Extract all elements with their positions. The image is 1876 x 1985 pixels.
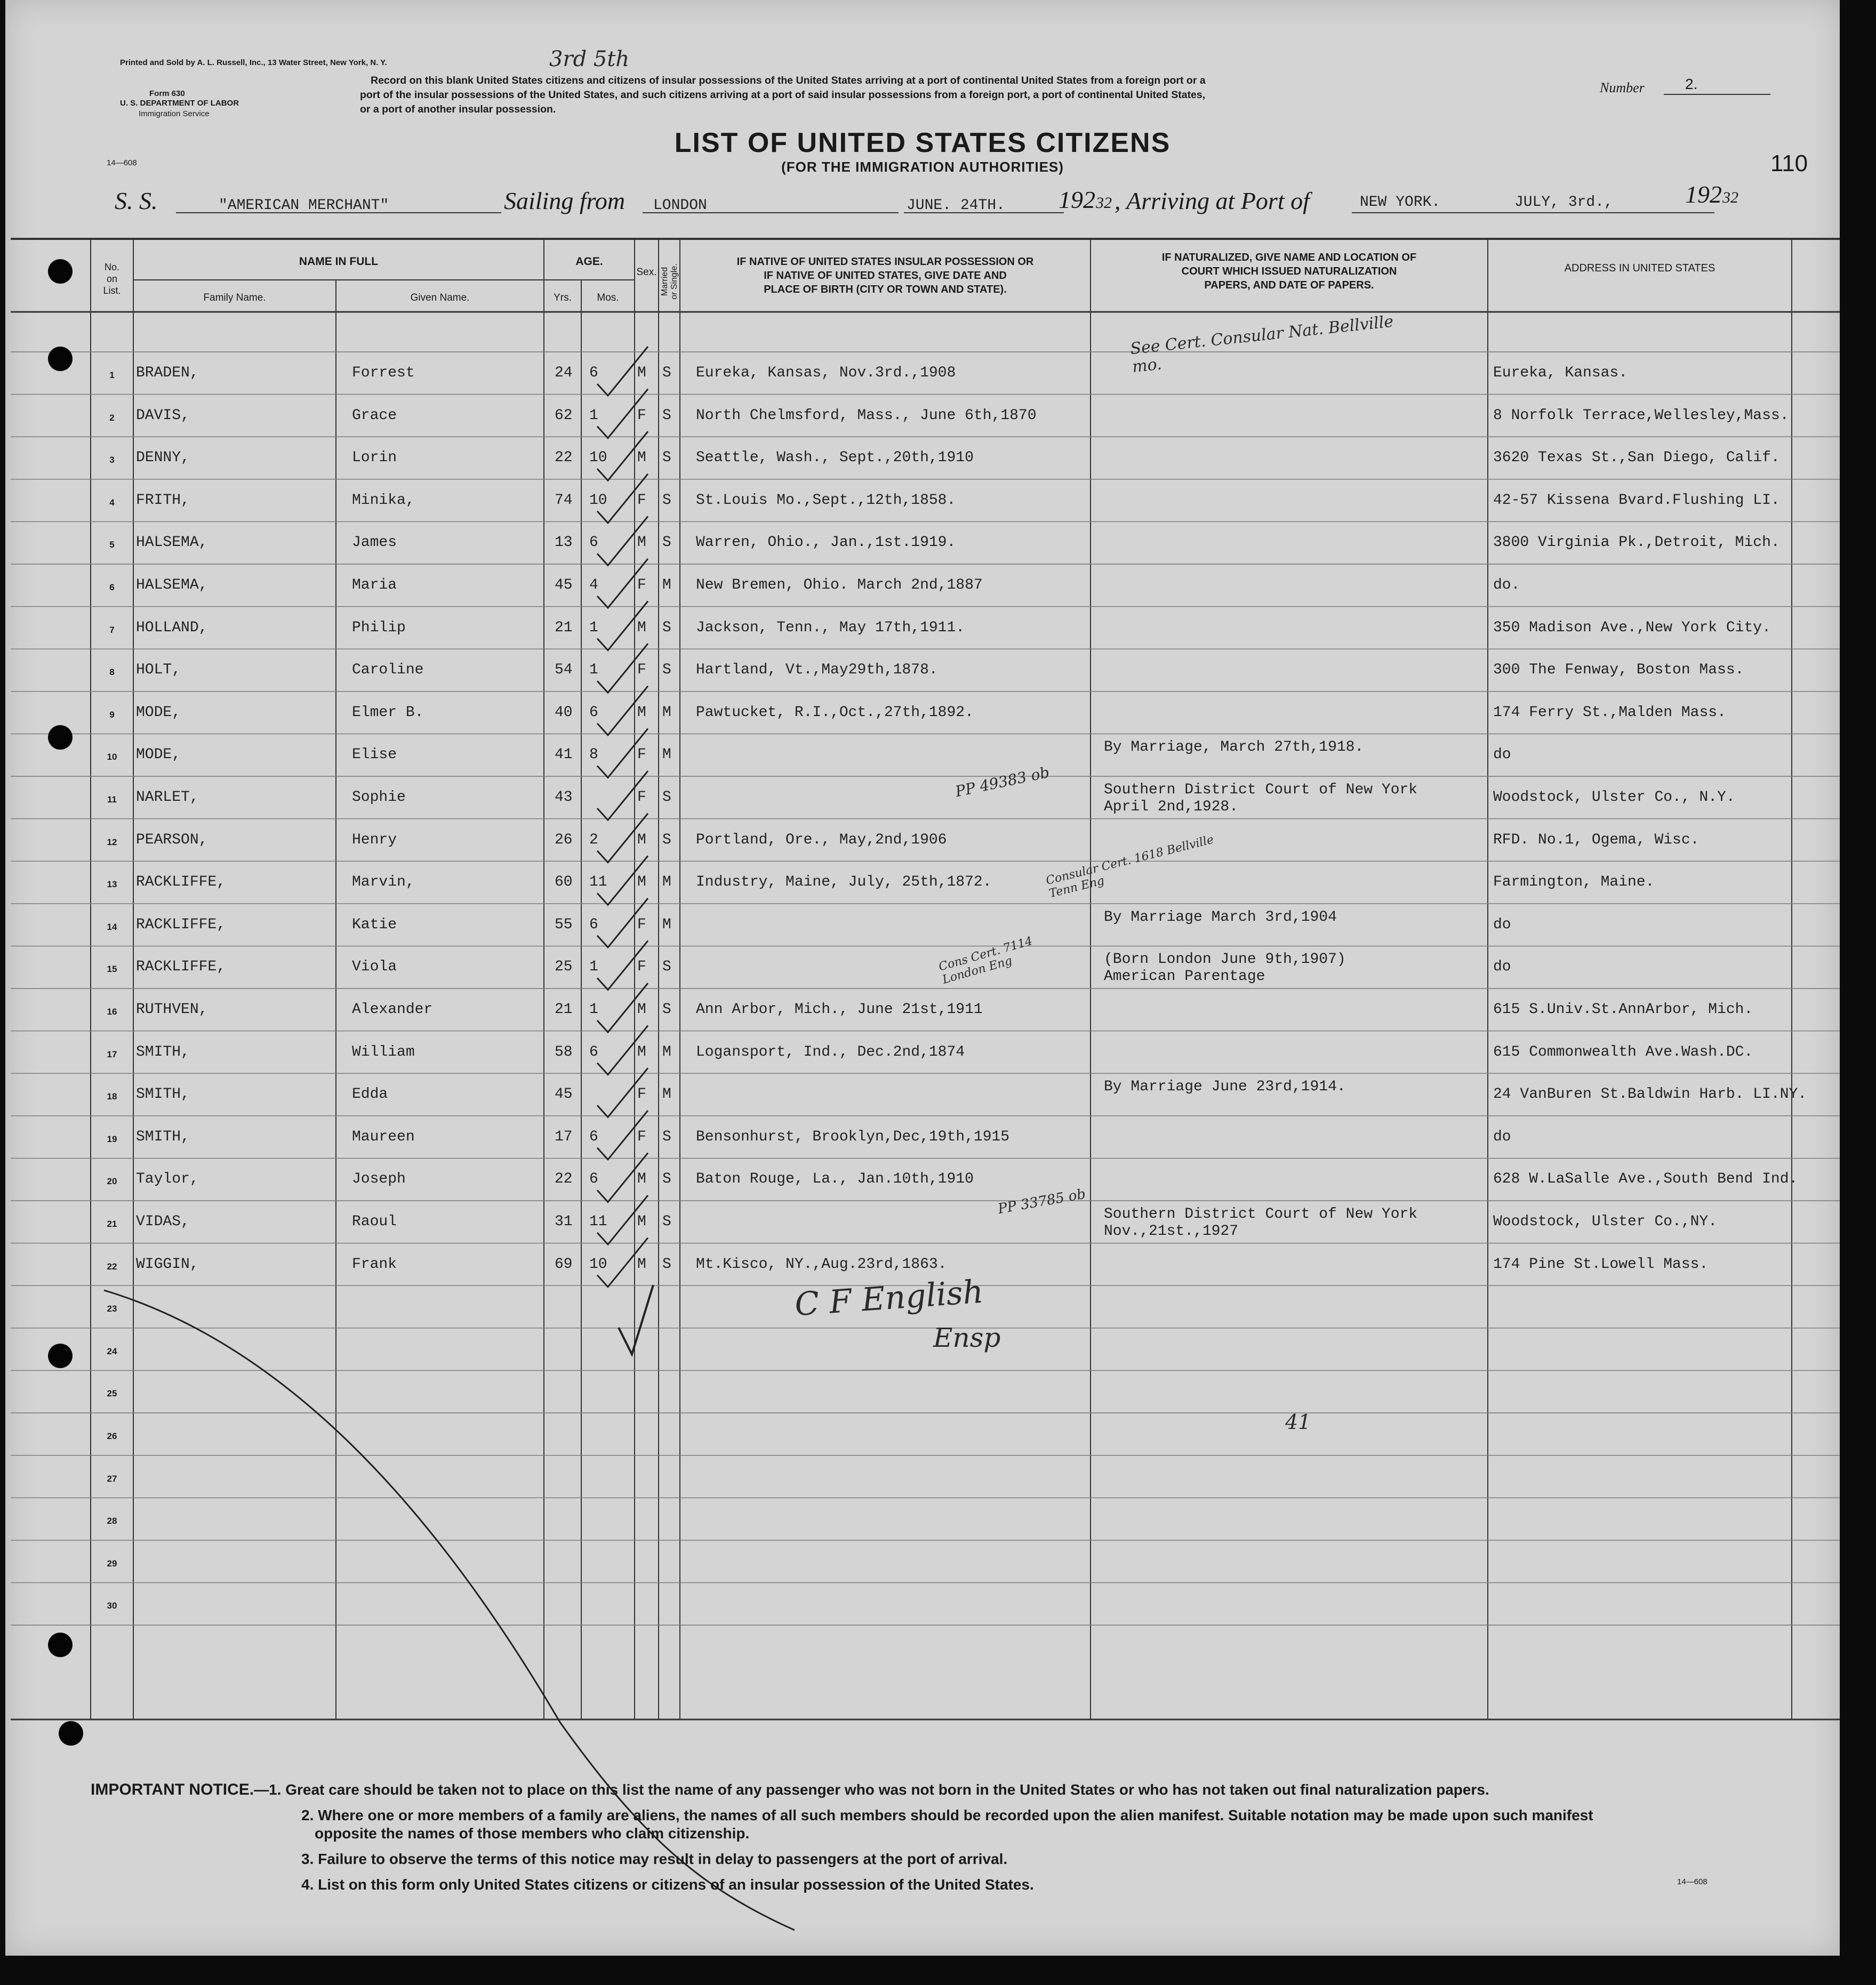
header-no-line: List.	[103, 285, 121, 296]
page-number: 110	[1770, 150, 1808, 176]
family-name: SMITH,	[136, 1043, 190, 1060]
address: do.	[1493, 577, 1520, 593]
marital-status: S	[662, 959, 671, 976]
table-row	[5, 607, 1840, 649]
family-name: HOLT,	[136, 662, 181, 679]
age-months: 6	[589, 1128, 598, 1145]
handwritten-note: PP 33785 ob	[996, 1186, 1087, 1218]
manifest-page	[5, 0, 1840, 1956]
naturalization-info: Southern District Court of New York April 2nd,1928.	[1104, 782, 1418, 815]
handwritten-initials: Ensp	[933, 1322, 1001, 1353]
address: 350 Madison Ave.,New York City.	[1493, 619, 1771, 636]
ship-name: "AMERICAN MERCHANT"	[219, 197, 389, 214]
age-years: 21	[555, 619, 573, 636]
birth-place-date: Pawtucket, R.I.,Oct.,27th,1892.	[696, 704, 974, 721]
age-years: 26	[555, 831, 573, 848]
birth-place-date: Eureka, Kansas, Nov.3rd.,1908	[696, 365, 956, 381]
age-months: 2	[589, 831, 598, 848]
header-birth	[680, 255, 1091, 296]
form-code: 14—608	[107, 158, 137, 167]
given-name: Caroline	[352, 662, 424, 679]
table-row	[5, 352, 1840, 395]
form-number: Form 630	[149, 89, 185, 98]
notice-item: —1. Great care should be taken not to place on this list the name of any passenger who was not born in the United States or who has not taken out final naturalization papers.	[254, 1781, 1489, 1798]
sex: M	[637, 704, 646, 721]
address: 615 S.Univ.St.AnnArbor, Mich.	[1493, 1001, 1753, 1018]
birth-place-date: Bensonhurst, Brooklyn,Dec,19th,1915	[696, 1128, 1010, 1145]
row-number: 26	[107, 1431, 117, 1441]
age-months: 10	[589, 1256, 607, 1273]
sex: F	[637, 662, 646, 679]
birth-place-date: Industry, Maine, July, 25th,1872.	[696, 874, 992, 891]
marital-status: S	[662, 662, 671, 679]
birth-place-date: Jackson, Tenn., May 17th,1911.	[696, 619, 965, 636]
header-no-line: on	[106, 274, 118, 284]
given-name: Grace	[352, 407, 397, 424]
family-name: RACKLIFFE,	[136, 916, 226, 933]
age-years: 31	[555, 1213, 573, 1230]
page-title: LIST OF UNITED STATES CITIZENS	[674, 127, 1171, 158]
header-naturalized	[1091, 251, 1488, 292]
given-name: Minika,	[352, 492, 415, 509]
header-sex: Sex.	[636, 267, 657, 278]
handwritten-mark: 41	[1285, 1410, 1311, 1434]
marital-status: S	[662, 1001, 671, 1018]
handwritten-note: Cons Cert. 7114 London Eng	[937, 934, 1035, 987]
header-married-single	[660, 255, 679, 308]
row-number: 12	[107, 837, 117, 847]
table-row	[5, 479, 1840, 522]
arrive-year: 32	[1722, 189, 1738, 206]
notice-item: 3. Failure to observe the terms of this notice may result in delay to passengers at the port of arrival.	[301, 1851, 1008, 1867]
family-name: DAVIS,	[136, 407, 190, 424]
birth-place-date: Baton Rouge, La., Jan.10th,1910	[696, 1171, 974, 1188]
sex: M	[637, 534, 646, 551]
sex: F	[637, 789, 646, 806]
family-name: NARLET,	[136, 789, 199, 806]
header-age: AGE.	[575, 255, 603, 268]
age-months: 1	[589, 959, 598, 976]
table-row	[5, 861, 1840, 904]
row-number: 6	[109, 582, 115, 592]
instruction-line: or a port of another insular possession.	[360, 103, 556, 115]
naturalization-info: Southern District Court of New York Nov.,21st.,1927	[1104, 1206, 1418, 1240]
birth-place-date: Seattle, Wash., Sept.,20th,1910	[696, 449, 974, 467]
notice-item: 2. Where one or more members of a family are aliens, the names of all such members should be recorded upon the alien manifest. Suitable notation may be made upon such manifest	[301, 1807, 1593, 1823]
footer-form-code: 14—608	[1677, 1877, 1707, 1886]
arriving-label: , Arriving at Port of	[1115, 187, 1310, 214]
row-number: 7	[109, 624, 115, 635]
given-name: Philip	[352, 619, 406, 636]
family-name: BRADEN,	[136, 365, 199, 381]
page-subtitle: (FOR THE IMMIGRATION AUTHORITIES)	[781, 159, 1064, 175]
sex: M	[637, 619, 646, 636]
marital-status: M	[662, 916, 671, 933]
address: 615 Commonwealth Ave.Wash.DC.	[1493, 1043, 1753, 1060]
row-number: 25	[107, 1388, 117, 1399]
family-name: PEARSON,	[136, 831, 208, 848]
given-name: Raoul	[352, 1213, 397, 1230]
punch-hole	[48, 725, 73, 750]
number-label: Number	[1600, 80, 1645, 95]
family-name: WIGGIN,	[136, 1256, 199, 1273]
punch-hole	[59, 1721, 83, 1746]
age-years: 60	[555, 874, 573, 891]
row-number: 16	[107, 1007, 117, 1017]
address: do	[1493, 746, 1511, 764]
header-yrs: Yrs.	[554, 292, 572, 303]
naturalization-info: (Born London June 9th,1907) American Parentage	[1104, 951, 1346, 985]
header-no	[91, 261, 133, 296]
given-name: Edda	[352, 1086, 388, 1103]
given-name: Frank	[352, 1256, 397, 1273]
important-notice	[91, 1781, 1797, 1894]
age-months: 1	[589, 662, 598, 679]
header-given-name: Given Name.	[410, 292, 470, 303]
sex: M	[637, 831, 646, 848]
address: 300 The Fenway, Boston Mass.	[1493, 662, 1744, 679]
row-number: 11	[107, 794, 117, 805]
age-months: 1	[589, 619, 598, 636]
table-row	[5, 395, 1840, 437]
age-months: 11	[589, 1213, 607, 1230]
given-name: Katie	[352, 916, 397, 933]
punch-hole	[48, 1344, 73, 1368]
naturalization-info: By Marriage, March 27th,1918.	[1104, 739, 1364, 756]
row-number: 2	[109, 412, 115, 423]
naturalization-info: By Marriage June 23rd,1914.	[1104, 1079, 1346, 1096]
age-years: 74	[555, 492, 573, 509]
family-name: VIDAS,	[136, 1213, 190, 1230]
birth-place-date: Ann Arbor, Mich., June 21st,1911	[696, 1001, 983, 1018]
sail-year-prefix: 192	[1059, 186, 1095, 213]
age-months: 8	[589, 746, 598, 764]
row-number: 21	[107, 1219, 117, 1229]
marital-status: S	[662, 1171, 671, 1188]
row-number: 13	[107, 879, 117, 890]
row-number: 14	[107, 921, 117, 932]
age-months: 6	[589, 534, 598, 551]
age-years: 45	[555, 577, 573, 593]
sailing-from: LONDON	[653, 197, 707, 214]
table-row	[5, 692, 1840, 734]
family-name: RACKLIFFE,	[136, 874, 226, 891]
age-years: 62	[555, 407, 573, 424]
row-number: 19	[107, 1134, 117, 1144]
address: 42-57 Kissena Bvard.Flushing LI.	[1493, 492, 1780, 509]
age-years: 45	[555, 1086, 573, 1103]
given-name: William	[352, 1043, 415, 1060]
age-months: 6	[589, 1043, 598, 1060]
marital-status: S	[662, 789, 671, 806]
sex: F	[637, 916, 646, 933]
sex: M	[637, 1213, 646, 1230]
family-name: HALSEMA,	[136, 577, 208, 593]
sex: M	[637, 1043, 646, 1060]
age-months: 10	[589, 449, 607, 467]
header-naturalized-line: COURT WHICH ISSUED NATURALIZATION	[1181, 266, 1397, 277]
birth-place-date: Mt.Kisco, NY.,Aug.23rd,1863.	[696, 1256, 947, 1273]
birth-place-date: Hartland, Vt.,May29th,1878.	[696, 662, 938, 679]
age-years: 54	[555, 662, 573, 679]
table-row	[5, 521, 1840, 564]
handwritten-note: PP 49383 ob	[953, 763, 1051, 801]
sailing-label: Sailing from	[504, 187, 626, 214]
ss-label: S. S.	[115, 187, 158, 214]
family-name: DENNY,	[136, 449, 190, 467]
header-no-line: No.	[104, 262, 119, 272]
address: do	[1493, 1128, 1511, 1145]
marital-status: S	[662, 1213, 671, 1230]
handwritten-top-note: 3rd 5th	[549, 47, 630, 71]
age-years: 40	[555, 704, 573, 721]
row-number: 22	[107, 1261, 117, 1272]
table-row	[5, 437, 1840, 479]
instruction-line: Record on this blank United States citizens and citizens of insular possessions of the United States arriving at a port of continental United States from a foreign port or a	[371, 75, 1206, 86]
age-years: 22	[555, 449, 573, 467]
header-birth-line: PLACE OF BIRTH (CITY OR TOWN AND STATE).	[764, 284, 1007, 295]
sex: F	[637, 407, 646, 424]
address: Eureka, Kansas.	[1493, 365, 1628, 381]
marital-status: S	[662, 449, 671, 467]
birth-place-date: Portland, Ore., May,2nd,1906	[696, 831, 947, 848]
handwritten-signature: C F English	[793, 1273, 985, 1324]
address: 3800 Virginia Pk.,Detroit, Mich.	[1493, 534, 1780, 551]
header-married-line: Married	[660, 267, 669, 296]
notice-item: opposite the names of those members who claim citizenship.	[315, 1825, 750, 1842]
marital-status: M	[662, 704, 671, 721]
header-married-line: or Single.	[670, 263, 679, 300]
birth-place-date: St.Louis Mo.,Sept.,12th,1858.	[696, 492, 956, 509]
table-row	[5, 989, 1840, 1031]
age-years: 22	[555, 1171, 573, 1188]
punch-hole	[48, 1633, 73, 1657]
row-number: 3	[109, 455, 115, 465]
row-number: 8	[109, 667, 115, 678]
family-name: FRITH,	[136, 492, 190, 509]
address: Woodstock, Ulster Co.,NY.	[1493, 1213, 1718, 1230]
row-number: 15	[107, 964, 117, 975]
family-name: HOLLAND,	[136, 619, 208, 636]
age-years: 69	[555, 1256, 573, 1273]
marital-status: M	[662, 874, 671, 891]
family-name: Taylor,	[136, 1171, 199, 1188]
row-number: 10	[107, 752, 117, 762]
age-months: 6	[589, 365, 598, 381]
sex: F	[637, 492, 646, 509]
sex: F	[637, 959, 646, 976]
age-years: 41	[555, 746, 573, 764]
marital-status: S	[662, 407, 671, 424]
sex: F	[637, 1128, 646, 1145]
age-months: 6	[589, 704, 598, 721]
age-months: 10	[589, 492, 607, 509]
marital-status: S	[662, 1256, 671, 1273]
age-months: 6	[589, 1171, 598, 1188]
given-name: Alexander	[352, 1001, 433, 1018]
marital-status: M	[662, 746, 671, 764]
sex: M	[637, 365, 646, 381]
marital-status: S	[662, 1128, 671, 1145]
handwritten-note: Consular Cert. 1618 Bellville Tenn Eng	[1044, 833, 1215, 901]
given-name: Henry	[352, 831, 397, 848]
service: Immigration Service	[139, 109, 210, 118]
age-years: 25	[555, 959, 573, 976]
naturalization-info: By Marriage March 3rd,1904	[1104, 909, 1337, 926]
marital-status: S	[662, 831, 671, 848]
family-name: MODE,	[136, 704, 181, 721]
age-years: 24	[555, 365, 573, 381]
birth-place-date: North Chelmsford, Mass., June 6th,1870	[696, 407, 1037, 424]
table-row	[5, 946, 1840, 989]
row-number: 4	[109, 497, 115, 508]
birth-place-date: Logansport, Ind., Dec.2nd,1874	[696, 1043, 965, 1060]
sex: F	[637, 577, 646, 593]
family-name: MODE,	[136, 746, 181, 764]
address: 8 Norfolk Terrace,Wellesley,Mass.	[1493, 407, 1789, 424]
given-name: Maria	[352, 577, 397, 593]
sex: M	[637, 449, 646, 467]
age-years: 13	[555, 534, 573, 551]
table-row	[5, 649, 1840, 692]
marital-status: M	[662, 577, 671, 593]
age-years: 43	[555, 789, 573, 806]
row-number: 5	[109, 540, 115, 550]
given-name: Joseph	[352, 1171, 406, 1188]
marital-status: S	[662, 534, 671, 551]
sail-year: 32	[1096, 194, 1112, 212]
table-row	[5, 1201, 1840, 1243]
marital-status: S	[662, 619, 671, 636]
family-name: SMITH,	[136, 1086, 190, 1103]
given-name: Lorin	[352, 449, 397, 467]
given-name: Sophie	[352, 789, 406, 806]
row-number: 29	[107, 1558, 117, 1569]
given-name: Elise	[352, 746, 397, 764]
table-row	[5, 1158, 1840, 1201]
age-months: 11	[589, 874, 607, 891]
header-birth-line: IF NATIVE OF UNITED STATES INSULAR POSSESSION OR	[736, 256, 1034, 268]
age-months: 1	[589, 407, 598, 424]
address: 3620 Texas St.,San Diego, Calif.	[1493, 449, 1780, 467]
given-name: Marvin,	[352, 874, 415, 891]
arrive-year-prefix: 192	[1685, 181, 1722, 208]
row-number: 9	[109, 709, 115, 720]
address: 628 W.LaSalle Ave.,South Bend Ind.	[1493, 1171, 1798, 1188]
age-months: 4	[589, 577, 598, 593]
family-name: SMITH,	[136, 1128, 190, 1145]
punch-hole	[48, 259, 73, 284]
header-name-in-full: NAME IN FULL	[299, 255, 379, 268]
sail-date: JUNE. 24TH.	[907, 197, 1005, 214]
marital-status: S	[662, 492, 671, 509]
header-naturalized-line: IF NATURALIZED, GIVE NAME AND LOCATION OF	[1161, 252, 1417, 263]
row-number: 27	[107, 1473, 117, 1484]
row-number: 24	[107, 1346, 117, 1356]
table-row	[5, 734, 1840, 776]
given-name: Elmer B.	[352, 704, 424, 721]
table-row	[5, 1073, 1840, 1116]
number-value: 2.	[1685, 76, 1698, 92]
address: do	[1493, 959, 1511, 976]
sex: M	[637, 1001, 646, 1018]
header-naturalized-line: PAPERS, AND DATE OF PAPERS.	[1204, 279, 1374, 291]
given-name: Viola	[352, 959, 397, 976]
row-number: 23	[107, 1304, 117, 1314]
check-mark-handwritten	[619, 1285, 653, 1354]
address: do	[1493, 916, 1511, 933]
department: U. S. DEPARTMENT OF LABOR	[120, 99, 239, 108]
given-name: James	[352, 534, 397, 551]
sex: M	[637, 874, 646, 891]
row-number: 20	[107, 1176, 117, 1187]
address: 174 Pine St.Lowell Mass.	[1493, 1256, 1709, 1273]
notice-heading: IMPORTANT NOTICE.	[91, 1781, 254, 1798]
address: Woodstock, Ulster Co., N.Y.	[1493, 789, 1735, 806]
table-row	[5, 1031, 1840, 1074]
address: 24 VanBuren St.Baldwin Harb. LI.NY.	[1493, 1086, 1807, 1103]
table-row	[5, 776, 1840, 819]
handwritten-note: See Cert. Consular Nat. Bellville mo.	[1129, 312, 1394, 377]
table-row	[5, 564, 1840, 607]
marital-status: M	[662, 1043, 671, 1060]
row-number: 17	[107, 1049, 117, 1059]
birth-place-date: Warren, Ohio., Jan.,1st.1919.	[696, 534, 956, 551]
family-name: RUTHVEN,	[136, 1001, 208, 1018]
address: Farmington, Maine.	[1493, 874, 1655, 891]
header-mos: Mos.	[597, 292, 619, 303]
row-number: 28	[107, 1516, 117, 1526]
notice-item: 4. List on this form only United States citizens or citizens of an insular possession of the United States.	[301, 1876, 1034, 1893]
age-years: 58	[555, 1043, 573, 1060]
family-name: RACKLIFFE,	[136, 959, 226, 976]
age-years: 21	[555, 1001, 573, 1018]
age-months: 1	[589, 1001, 598, 1018]
sex: M	[637, 1171, 646, 1188]
sex: M	[637, 1256, 646, 1273]
age-years: 17	[555, 1128, 573, 1145]
printer-line: Printed and Sold by A. L. Russell, Inc., 13 Water Street, New York, N. Y.	[120, 58, 387, 67]
address: 174 Ferry St.,Malden Mass.	[1493, 704, 1726, 721]
header-family-name: Family Name.	[203, 292, 266, 303]
address: RFD. No.1, Ogema, Wisc.	[1493, 831, 1699, 848]
given-name: Maureen	[352, 1128, 415, 1145]
marital-status: S	[662, 365, 671, 381]
age-months: 6	[589, 916, 598, 933]
sex: F	[637, 746, 646, 764]
given-name: Forrest	[352, 365, 415, 381]
table-row	[5, 1116, 1840, 1159]
header-address: ADDRESS IN UNITED STATES	[1564, 262, 1715, 274]
arrival-port: NEW YORK.	[1360, 194, 1441, 211]
instruction-line: port of the insular possessions of the United States, and such citizens arriving at a port of said insular possessions from a foreign port, a port of continental United States,	[360, 89, 1206, 101]
row-number: 18	[107, 1091, 117, 1102]
sex: F	[637, 1086, 646, 1103]
table-row	[5, 819, 1840, 862]
row-number: 1	[109, 370, 115, 380]
birth-place-date: New Bremen, Ohio. March 2nd,1887	[696, 577, 983, 593]
table-row	[5, 904, 1840, 946]
row-number: 30	[107, 1601, 117, 1611]
family-name: HALSEMA,	[136, 534, 208, 551]
header-birth-line: IF NATIVE OF UNITED STATES, GIVE DATE AND	[764, 270, 1007, 282]
age-years: 55	[555, 916, 573, 933]
marital-status: M	[662, 1086, 671, 1103]
punch-hole	[48, 347, 73, 371]
arrival-date: JULY, 3rd.,	[1514, 194, 1613, 211]
